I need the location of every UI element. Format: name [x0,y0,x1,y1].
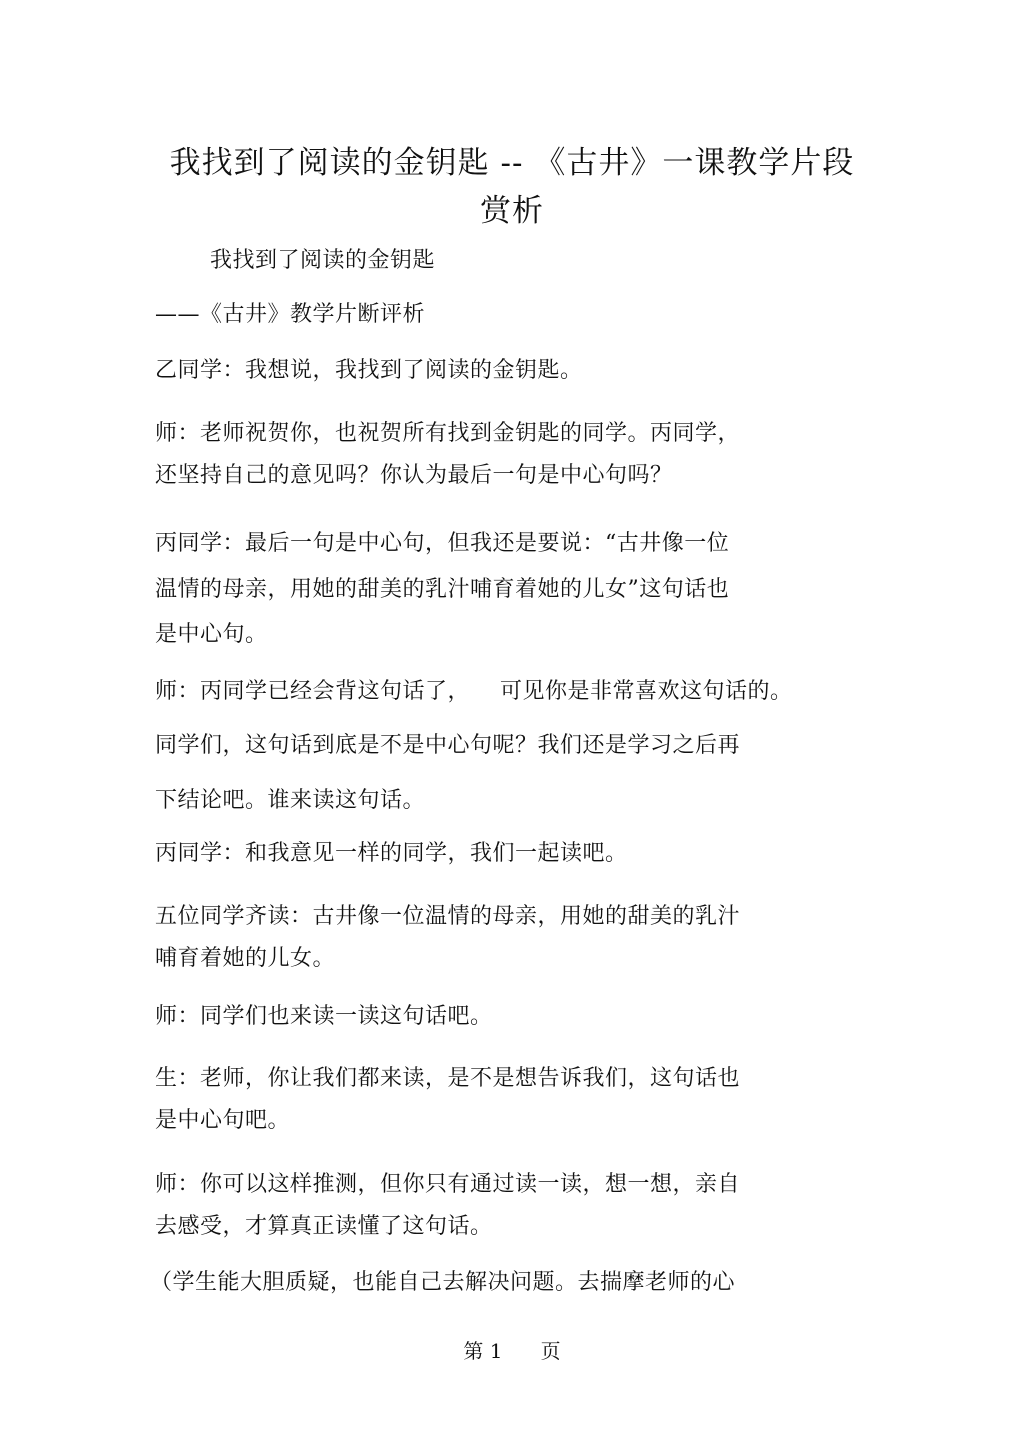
paragraph-line: 同学们，这句话到底是不是中心句呢？我们还是学习之后再 [155,733,741,758]
paragraph-line: 师：同学们也来读一读这句话吧。 [155,1004,493,1029]
paragraph-line: 哺育着她的儿女。 [155,946,336,971]
subtitle-2: ——《古井》教学片断评析 [155,302,426,327]
paragraph-line: 是中心句吧。 [155,1108,291,1133]
paragraph-line: 温情的母亲，用她的甜美的乳汁哺育着她的儿女”这句话也 [155,577,730,602]
paragraph-line: 还坚持自己的意见吗？你认为最后一句是中心句吗？ [155,463,673,488]
page-number: 第 1 页 [463,1339,561,1363]
paragraph-line: 师：老师祝贺你，也祝贺所有找到金钥匙的同学。丙同学， [155,421,741,446]
document-title-line-2: 赏析 [480,193,544,229]
paragraph-line: 丙同学：最后一句是中心句，但我还是要说：“古井像一位 [155,531,730,556]
paragraph-line: 师：丙同学已经会背这句话了， 可见你是非常喜欢这句话的。 [155,679,793,704]
paragraph-line: （学生能大胆质疑，也能自己去解决问题。去揣摩老师的心 [150,1270,736,1295]
paragraph-line: 丙同学：和我意见一样的同学，我们一起读吧。 [155,841,628,866]
document-title-line-1: 我找到了阅读的金钥匙 -- 《古井》一课教学片段 [169,145,855,181]
paragraph-line: 师：你可以这样推测，但你只有通过读一读，想一想，亲自 [155,1172,741,1197]
paragraph-line: 乙同学：我想说，我找到了阅读的金钥匙。 [155,358,583,383]
paragraph-line: 去感受，才算真正读懂了这句话。 [155,1214,493,1239]
subtitle: 我找到了阅读的金钥匙 [210,248,436,273]
paragraph-line: 是中心句。 [155,622,268,647]
paragraph-line: 下结论吧。谁来读这句话。 [155,788,426,813]
paragraph-line: 生：老师，你让我们都来读，是不是想告诉我们，这句话也 [155,1066,741,1091]
paragraph-line: 五位同学齐读：古井像一位温情的母亲，用她的甜美的乳汁 [155,904,741,929]
